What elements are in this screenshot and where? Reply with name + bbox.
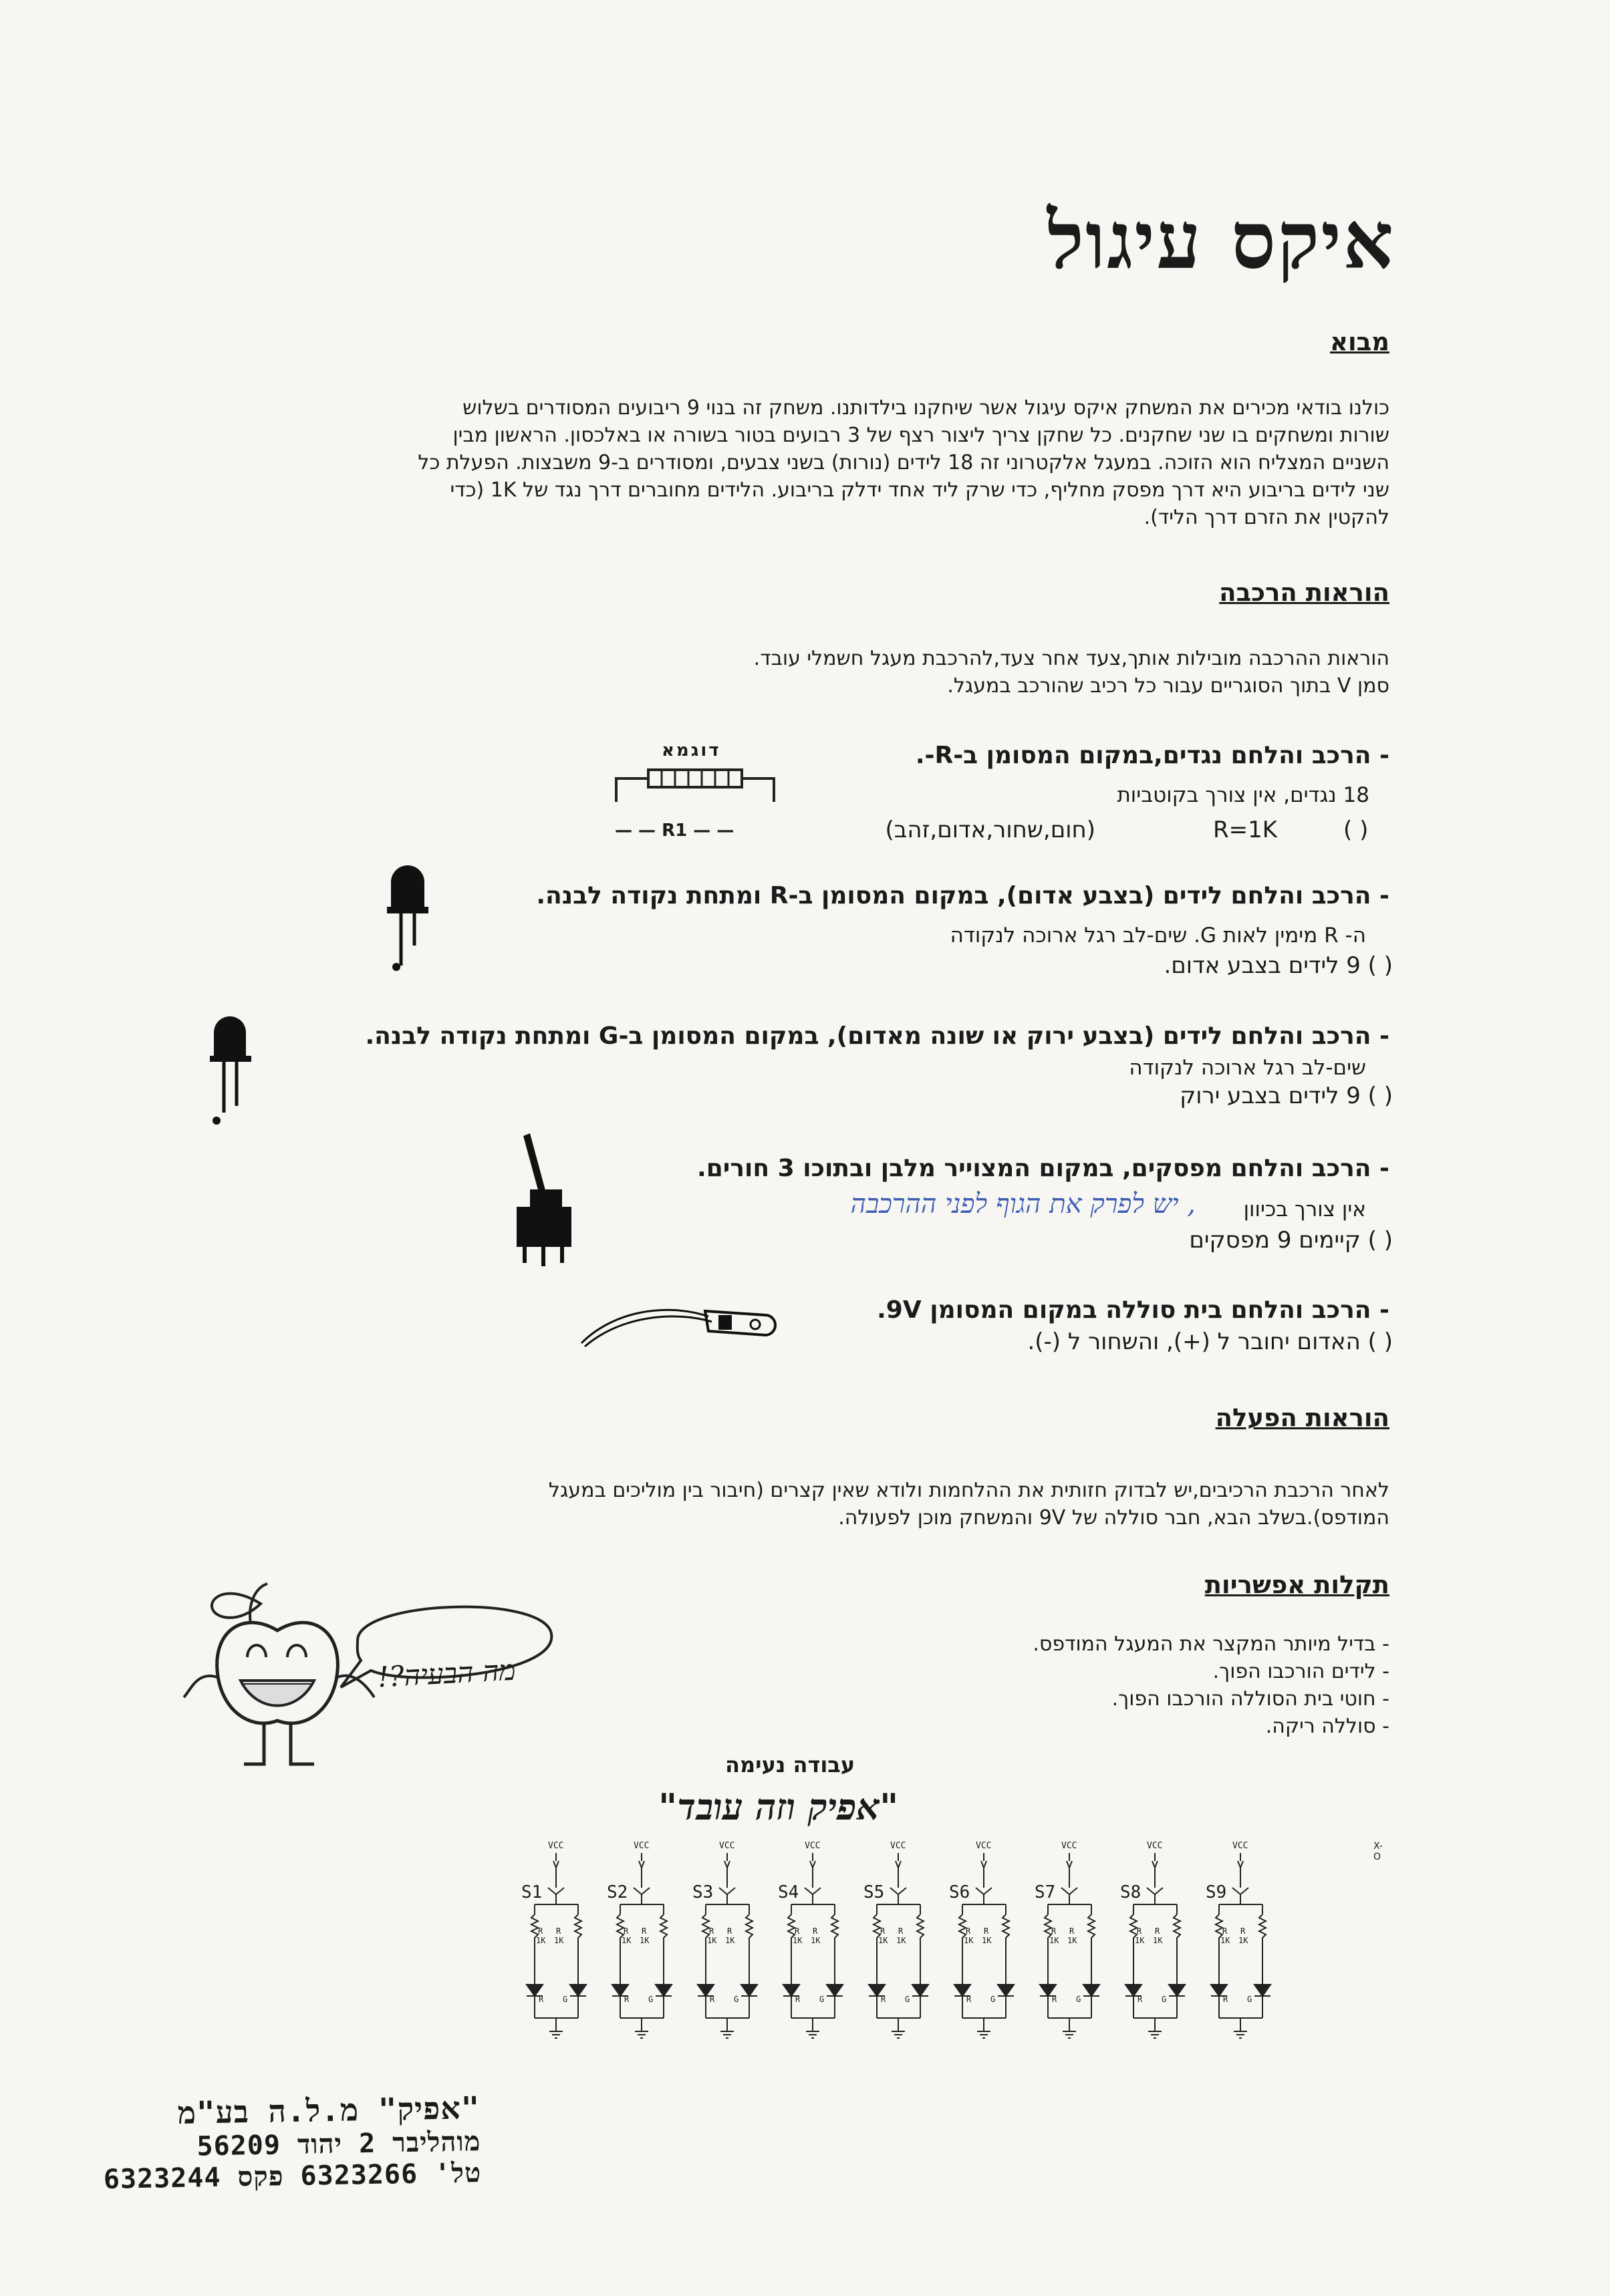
vcc-label: VCC	[890, 1841, 906, 1851]
resistor-label: 1K	[536, 1936, 546, 1945]
intro-line: שורות ומשחקים בו שני שחקנים. כל שחקן צריך ליצור רצף של 3 רבועים בטור בשורה או באלכסון. הראשון מבין	[452, 424, 1389, 447]
led-label: G	[1076, 1995, 1081, 2004]
vcc-label: VCC	[634, 1841, 650, 1851]
led-label: R	[1223, 1995, 1228, 2004]
footer-line-1: "אפיק" מ.ל.ה בע"מ	[176, 2090, 481, 2131]
schematic-unit	[600, 1841, 686, 2068]
schematic-circuit-icon	[1028, 1841, 1113, 2068]
assembly-line: הוראות ההרכבה מובילות אותך,צעד אחר צעד,להרכבת מעגל חשמלי עובד.	[753, 647, 1389, 670]
schematic-corner-label: X-O	[1373, 1841, 1383, 1862]
resistor-label: R	[1051, 1926, 1057, 1936]
led-label: R	[624, 1995, 630, 2004]
schematic-circuit-icon	[771, 1841, 857, 2068]
resistor-label: R	[984, 1926, 989, 1936]
assembly-line: סמן V בתוך הסוגריים עבור כל רכיב שהורכב במעגל.	[947, 674, 1389, 698]
switch-label: S3	[692, 1882, 714, 1902]
speech-bubble-text: מה הבעיה?!	[376, 1653, 517, 1694]
step-switches-check[interactable]: ( ) קיימים 9 מפסקים	[1189, 1227, 1393, 1254]
step-red-leds-check[interactable]: ( ) 9 לידים בצבע אדום.	[1164, 952, 1393, 979]
enjoy-line-1: עבודה נעימה	[725, 1752, 855, 1777]
schematic-unit	[1199, 1841, 1285, 2068]
led-label: R	[1052, 1995, 1057, 2004]
switch-label: S2	[607, 1882, 628, 1902]
resistor-label: 1K	[982, 1936, 992, 1945]
resistor-label: 1K	[1238, 1936, 1248, 1945]
step-switches-title: - הרכב והלחם מפסקים, במקום המצוייר מלבן ובתוכו 3 חורים.	[697, 1155, 1389, 1182]
schematic-unit	[686, 1841, 771, 2068]
step-resistors-sub: 18 נגדים, אין צורך בקוטביות	[1117, 783, 1369, 807]
resistor-label: R	[898, 1926, 904, 1936]
toggle-switch-icon	[505, 1129, 585, 1270]
switch-label: S9	[1206, 1882, 1227, 1902]
schematic-unit	[1028, 1841, 1113, 2068]
schematic-circuit-icon	[942, 1841, 1028, 2068]
resistor-label: 1K	[1049, 1936, 1059, 1945]
footer-line-2: מוהליבר 2 יהוד 56209	[196, 2126, 481, 2162]
step-red-leds-title: - הרכב והלחם לידים (בצבע אדום), במקום המסומן ב-R ומתחת נקודה לבנה.	[536, 882, 1389, 909]
switch-label: S5	[863, 1882, 885, 1902]
intro-heading: מבוא	[1330, 327, 1389, 356]
vcc-label: VCC	[548, 1841, 564, 1851]
step-green-leds-sub: שים-לב רגל ארוכה לנקודה	[1129, 1056, 1366, 1080]
switch-label: S8	[1120, 1882, 1142, 1902]
battery-snap-icon	[575, 1296, 789, 1356]
step-resistors-check[interactable]: ( )	[1343, 817, 1369, 843]
resistor-label: R	[556, 1926, 561, 1936]
footer-company	[102, 2090, 481, 2195]
resistor-label: 1K	[1153, 1936, 1163, 1945]
page-title: איקס עיגול	[1047, 194, 1395, 287]
schematic-circuit-icon	[515, 1841, 600, 2068]
fault-item: - בדיל מיותר המקצר את המעגל המודפס.	[1033, 1632, 1389, 1656]
resistor-label: 1K	[1135, 1936, 1145, 1945]
assembly-heading: הוראות הרכבה	[1219, 578, 1389, 607]
resistor-label: R	[813, 1926, 818, 1936]
resistor-label: R	[1155, 1926, 1160, 1936]
resistor-label: R	[538, 1926, 543, 1936]
resistor-colors: (חום,שחור,אדום,זהב)	[885, 817, 1095, 843]
operation-heading: הוראות הפעלה	[1215, 1403, 1389, 1432]
resistor-label: R	[727, 1926, 732, 1936]
schematic	[515, 1841, 1383, 2068]
resistor-footprint-icon	[608, 762, 782, 815]
switch-label: S4	[778, 1882, 799, 1902]
vcc-label: VCC	[1147, 1841, 1163, 1851]
vcc-label: VCC	[805, 1841, 821, 1851]
intro-line: כולנו בודאי מכירים את המשחק איקס עיגול אשר שיחקנו בילדותנו. משחק זה בנוי 9 ריבועים המסודרים בשלוש	[462, 396, 1389, 420]
led-label: R	[1137, 1995, 1143, 2004]
resistor-label: R	[1240, 1926, 1246, 1936]
operation-line: המודפס).בשלב הבא, חבר סוללה של 9V והמשחק מוכן לפעולה.	[838, 1506, 1389, 1530]
schematic-circuit-icon	[1199, 1841, 1285, 2068]
led-label: G	[990, 1995, 996, 2004]
schematic-circuit-icon	[686, 1841, 771, 2068]
vcc-label: VCC	[1232, 1841, 1248, 1851]
faults-list	[721, 1630, 1389, 1740]
fault-item: - לידים הורכבו הפוך.	[1212, 1660, 1389, 1683]
resistor-label: 1K	[1220, 1936, 1230, 1945]
led-label: G	[563, 1995, 568, 2004]
resistor-label: 1K	[707, 1936, 717, 1945]
resistor-label: R	[1222, 1926, 1228, 1936]
resistor-label: 1K	[554, 1936, 564, 1945]
assembly-intro	[387, 645, 1389, 700]
resistor-label: R	[642, 1926, 647, 1936]
led-label: R	[881, 1995, 886, 2004]
step-battery-title: - הרכב והלחם בית סוללה במקום המסומן 9V.	[877, 1296, 1389, 1324]
vcc-label: VCC	[976, 1841, 992, 1851]
resistor-value: R=1K	[1213, 817, 1278, 843]
schematic-circuit-icon	[857, 1841, 942, 2068]
resistor-example-label: דוגמא	[662, 740, 721, 760]
footer-line-3: טל' 6323266 פקס 6323244	[103, 2158, 482, 2195]
operation-text	[213, 1477, 1389, 1532]
step-switches-sub: אין צורך בכיוון	[1243, 1197, 1366, 1222]
switch-label: S6	[949, 1882, 970, 1902]
led-label: G	[819, 1995, 825, 2004]
schematic-circuit-icon	[1113, 1841, 1199, 2068]
resistor-mark: — — R1 — —	[615, 821, 734, 841]
switch-label: S1	[521, 1882, 543, 1902]
resistor-label: R	[880, 1926, 886, 1936]
step-battery-check[interactable]: ( ) האדום יחובר ל (+), והשחור ל (-).	[1027, 1328, 1393, 1355]
fault-item: - סוללה ריקה.	[1265, 1715, 1389, 1738]
intro-text	[213, 394, 1389, 531]
resistor-label: 1K	[878, 1936, 888, 1945]
resistor-label: 1K	[811, 1936, 821, 1945]
schematic-unit	[515, 1841, 600, 2068]
intro-line: להקטין את הזרם דרך הליד).	[1144, 506, 1389, 529]
resistor-label: R	[1069, 1926, 1075, 1936]
intro-line: השניים המצליח הוא הזוכה. במעגל אלקטרוני זה 18 לידים (נורות) בשני צבעים, ומסודרים ב-9 משבצות. הפעלת כל	[418, 451, 1389, 474]
step-green-leds-check[interactable]: ( ) 9 לידים בצבע ירוק	[1180, 1083, 1393, 1109]
resistor-label: 1K	[725, 1936, 735, 1945]
resistor-label: 1K	[622, 1936, 632, 1945]
resistor-label: R	[795, 1926, 800, 1936]
enjoy-line-2: "אפיק וזה עובד"	[658, 1785, 899, 1828]
vcc-label: VCC	[719, 1841, 735, 1851]
led-label: G	[648, 1995, 654, 2004]
led-icon	[384, 852, 431, 979]
led-label: R	[795, 1995, 801, 2004]
led-label: G	[1247, 1995, 1252, 2004]
led-icon	[207, 1006, 254, 1133]
resistor-label: 1K	[640, 1936, 650, 1945]
resistor-label: R	[966, 1926, 971, 1936]
resistor-label: R	[1137, 1926, 1142, 1936]
switch-label: S7	[1035, 1882, 1056, 1902]
resistor-label: 1K	[964, 1936, 974, 1945]
led-label: G	[734, 1995, 739, 2004]
operation-line: לאחר הרכבת הרכיבים,יש לבדוק חזותית את ההלחמות ולודא שאין קצרים (חיבור בין מוליכים במעגל	[548, 1479, 1389, 1502]
schematic-circuit-icon	[600, 1841, 686, 2068]
intro-line: שני לידים בריבוע היא דרך מפסק מחליף, כדי שרק ליד אחד ידלק בריבוע. הלידים מחוברים דרך נגד של 1K (כדי	[450, 478, 1389, 502]
faults-heading: תקלות אפשריות	[1204, 1570, 1389, 1599]
led-label: R	[966, 1995, 972, 2004]
step-resistors-title: - הרכב והלחם נגדים,במקום המסומן ב-R-.	[915, 742, 1389, 769]
led-label: G	[905, 1995, 910, 2004]
resistor-label: 1K	[896, 1936, 906, 1945]
schematic-unit	[1113, 1841, 1199, 2068]
resistor-label: R	[709, 1926, 714, 1936]
resistor-label: 1K	[1067, 1936, 1077, 1945]
led-label: G	[1162, 1995, 1167, 2004]
handwritten-note: , יש לפרק את הגוף לפני ההרכבה	[850, 1189, 1196, 1219]
vcc-label: VCC	[1061, 1841, 1077, 1851]
led-label: R	[710, 1995, 715, 2004]
schematic-unit	[857, 1841, 942, 2068]
schematic-unit	[942, 1841, 1028, 2068]
resistor-label: 1K	[793, 1936, 803, 1945]
fault-item: - חוטי בית הסוללה הורכבו הפוך.	[1111, 1687, 1389, 1711]
resistor-label: R	[624, 1926, 629, 1936]
led-label: R	[539, 1995, 544, 2004]
step-red-leds-sub: ה- R מימין לאות G. שים-לב רגל ארוכה לנקודה	[950, 923, 1366, 948]
step-green-leds-title: - הרכב והלחם לידים (בצבע ירוק או שונה מאדום), במקום המסומן ב-G ומתחת נקודה לבנה.	[365, 1022, 1389, 1050]
schematic-unit	[771, 1841, 857, 2068]
